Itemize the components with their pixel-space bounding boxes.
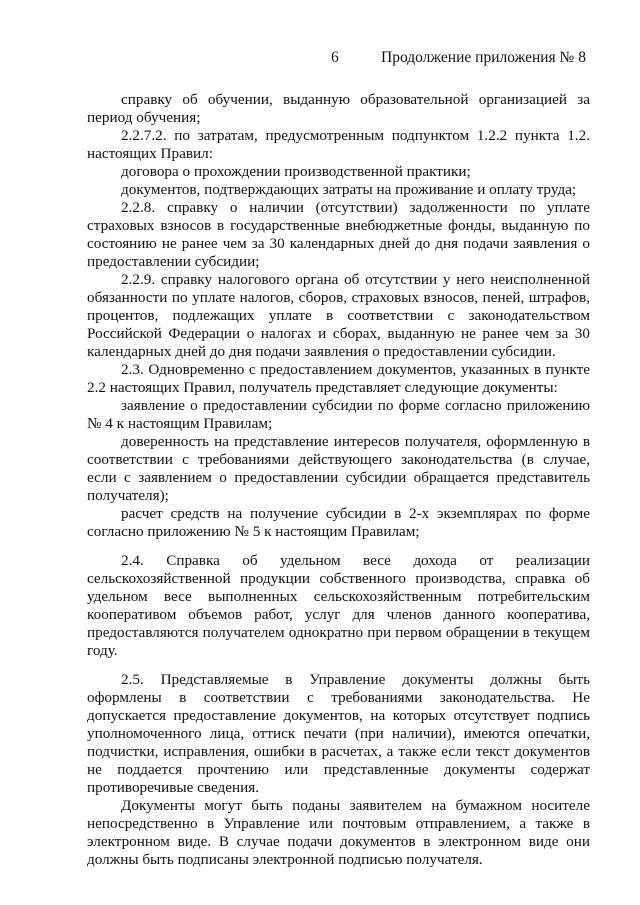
paragraph-2-2-9: 2.2.9. справку налогового органа об отсутствии у него неисполненной обязанности по уплате налогов, сборов, страховых взносов, пеней, штрафов, процентов, подлежащих уплате в соответствии с законодательством Российской Федерации о налогах и сборах, выданную не ранее чем за 30 календарных дней до дня подачи заявления о предоставлении субсидии. bbox=[87, 271, 590, 360]
paragraph-application: заявление о предоставлении субсидии по форме согласно приложению № 4 к настоящим Правилам; bbox=[87, 397, 590, 432]
paragraph-2-2-7-2: 2.2.7.2. по затратам, предусмотренным подпунктом 1.2.2 пункта 1.2. настоящих Правил: bbox=[87, 127, 590, 162]
paragraph-2-3: 2.3. Одновременно с предоставлением документов, указанных в пункте 2.2 настоящих Правил, получатель представляет следующие документы: bbox=[87, 361, 590, 396]
paragraph-internship-contract: договора о прохождении производственной практики; bbox=[121, 163, 471, 180]
paragraph-training-certificate: справку об обучении, выданную образовательной организацией за период обучения; bbox=[87, 91, 590, 126]
paragraph-calculation: расчет средств на получение субсидии в 2-х экземплярах по форме согласно приложению № 5 к настоящим Правилам; bbox=[87, 505, 590, 540]
paragraph-2-2-8: 2.2.8. справку о наличии (отсутствии) задолженности по уплате страховых взносов в государственные внебюджетные фонды, выданную по состоянию не ранее чем за 30 календарных дней до дня подачи заявления о предоставлении субсидии; bbox=[87, 199, 590, 270]
paragraph-power-of-attorney: доверенность на представление интересов получателя, оформленную в соответствии с требованиями действующего законодательства (в случае, если с заявлением о предоставлении субсидии обращается представитель получателя); bbox=[87, 433, 590, 504]
page-number: 6 bbox=[331, 49, 339, 66]
appendix-continuation-header: Продолжение приложения № 8 bbox=[381, 49, 586, 66]
paragraph-2-4: 2.4. Справка об удельном весе дохода от реализации сельскохозяйственной продукции собственного производства, справка об удельном весе выполненных сельскохозяйственным потребительским кооперативом объемов работ, услуг для членов данного кооператива, предоставляются получателем однократно при первом обращении в текущем году. bbox=[87, 552, 590, 659]
document-body bbox=[87, 91, 590, 869]
paragraph-submission: Документы могут быть поданы заявителем на бумажном носителе непосредственно в Управление или почтовым отправлением, а также в электронном виде. В случае подачи документов в электронном виде они должны быть подписаны электронной подписью получателя. bbox=[87, 797, 590, 868]
paragraph-expense-documents: документов, подтверждающих затраты на проживание и оплату труда; bbox=[121, 181, 577, 198]
paragraph-2-5: 2.5. Представляемые в Управление документы должны быть оформлены в соответствии с требованиями законодательства. Не допускается предоставление документов, на которых отсутствует подпись уполномоченного лица, оттиск печати (при наличии), имеются опечатки, подчистки, исправления, ошибки в расчетах, а также если текст документов не поддается прочтению или представленные документы содержат противоречивые сведения. bbox=[87, 671, 590, 796]
